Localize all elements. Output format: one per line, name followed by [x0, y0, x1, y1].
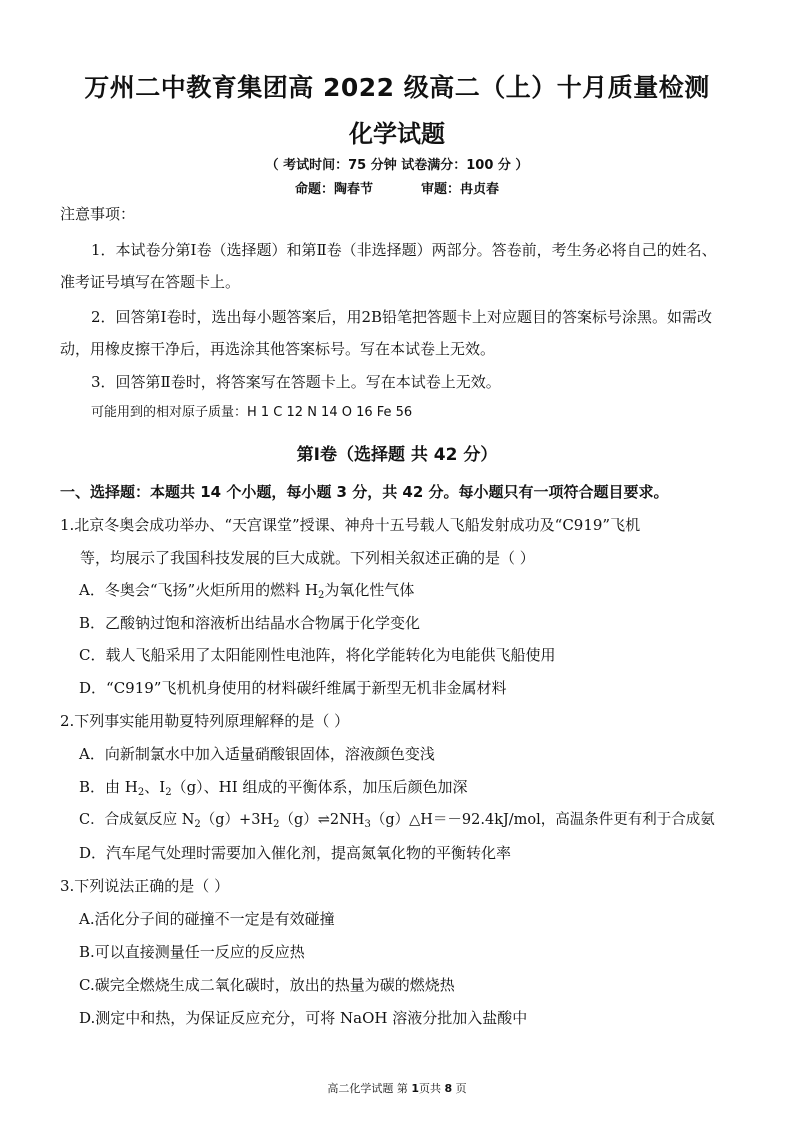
q3-stem: 3.下列说法正确的是（ ） — [60, 877, 230, 895]
q2-option-a: A．向新制氯水中加入适量硝酸银固体，溶液颜色变浅 — [79, 745, 435, 763]
q1-a-subscript: 2 — [318, 590, 325, 601]
q2-c-subscript-1: 2 — [194, 819, 201, 830]
q1-stem-line-1: 1.北京冬奥会成功举办、“天宫课堂”授课、神舟十五号载人飞船发射成功及“C919”飞机 — [60, 516, 641, 534]
q2-b-text-3: （g）、HI 组成的平衡体系，加压后颜色加深 — [171, 778, 468, 796]
section-1-instruction: 一、选择题：本题共 14 个小题，每小题 3 分，共 42 分。每小题只有一项符合题目要求。 — [60, 483, 669, 501]
exam-subtitle: 化学试题 — [349, 120, 445, 148]
q1-a-text-2: 为氧化性气体 — [324, 581, 415, 599]
q2-c-text-3: （g）⇌2NH — [279, 812, 365, 828]
q2-option-d: D．汽车尾气处理时需要加入催化剂，提高氮氧化物的平衡转化率 — [79, 844, 512, 862]
q2-option-b — [79, 777, 467, 803]
q2-b-subscript-2: 2 — [165, 787, 172, 798]
note-1-line-2: 准考证号填写在答题卡上。 — [60, 273, 241, 291]
footer-text-1: 高二化学试题 第 — [327, 1082, 412, 1095]
page-footer — [0, 1080, 794, 1096]
q1-option-c: C．载人飞船采用了太阳能刚性电池阵，将化学能转化为电能供飞船使用 — [79, 646, 556, 664]
q2-b-text-2: 、I — [144, 778, 166, 796]
q2-stem: 2.下列事实能用勒夏特列原理解释的是（ ） — [60, 712, 350, 730]
setter: 命题：陶春节 — [294, 182, 373, 197]
q1-stem-line-2: 等，均展示了我国科技发展的巨大成就。下列相关叙述正确的是（ ） — [80, 549, 535, 567]
q1-option-b: B．乙酸钠过饱和溶液析出结晶水合物属于化学变化 — [79, 614, 421, 632]
exam-time-score: （ 考试时间：75 分钟 试卷满分：100 分 ） — [265, 158, 529, 173]
footer-text-3: 页 — [452, 1082, 467, 1095]
q1-a-text-1: A．冬奥会“飞扬”火炬所用的燃料 H — [79, 581, 319, 599]
exam-authors — [0, 178, 794, 197]
q3-option-b: B.可以直接测量任一反应的反应热 — [79, 943, 305, 961]
note-1-line-1: 1．本试卷分第Ⅰ卷（选择题）和第Ⅱ卷（非选择题）两部分。答卷前，考生务必将自己的姓名、 — [91, 241, 717, 259]
section-1-title: 第Ⅰ卷（选择题 共 42 分） — [296, 445, 498, 465]
q3-option-d: D.测定中和热，为保证反应充分，可将 NaOH 溶液分批加入盐酸中 — [79, 1009, 528, 1027]
note-3: 3．回答第Ⅱ卷时，将答案写在答题卡上。写在本试卷上无效。 — [91, 373, 501, 391]
atomic-masses: 可能用到的相对原子质量：H 1 C 12 N 14 O 16 Fe 56 — [91, 405, 413, 420]
q3-option-c: C.碳完全燃烧生成二氧化碳时，放出的热量为碳的燃烧热 — [79, 976, 455, 994]
q2-c-subscript-3: 3 — [364, 819, 371, 830]
q2-c-text-2: （g）+3H — [200, 812, 274, 828]
q1-option-a — [79, 580, 414, 606]
footer-page-number: 1 — [411, 1082, 419, 1095]
q2-c-subscript-2: 2 — [273, 819, 280, 830]
q2-option-c — [79, 810, 715, 835]
exam-title: 万州二中教育集团高 2022 级高二（上）十月质量检测 — [84, 73, 710, 102]
footer-total-pages: 8 — [444, 1082, 453, 1095]
q2-c-text-4: （g）△H＝－92.4kJ/mol，高温条件更有利于合成氨 — [370, 812, 715, 828]
note-2-line-1: 2．回答第Ⅰ卷时，选出每小题答案后，用2B铅笔把答题卡上对应题目的答案标号涂黑。如需改 — [91, 308, 713, 326]
q2-b-text-1: B．由 H — [79, 778, 138, 796]
q2-c-text-1: C．合成氨反应 N — [79, 812, 195, 828]
q1-option-d: D．“C919”飞机机身使用的材料碳纤维属于新型无机非金属材料 — [79, 679, 507, 697]
q3-option-a: A.活化分子间的碰撞不一定是有效碰撞 — [79, 910, 335, 928]
notes-heading: 注意事项： — [60, 205, 136, 223]
q2-b-subscript-1: 2 — [137, 787, 145, 798]
note-2-line-2: 动，用橡皮擦干净后，再选涂其他答案标号。写在本试卷上无效。 — [60, 340, 496, 358]
footer-text-2: 页共 — [419, 1082, 445, 1095]
reviewer: 审题：冉贞春 — [421, 182, 500, 197]
